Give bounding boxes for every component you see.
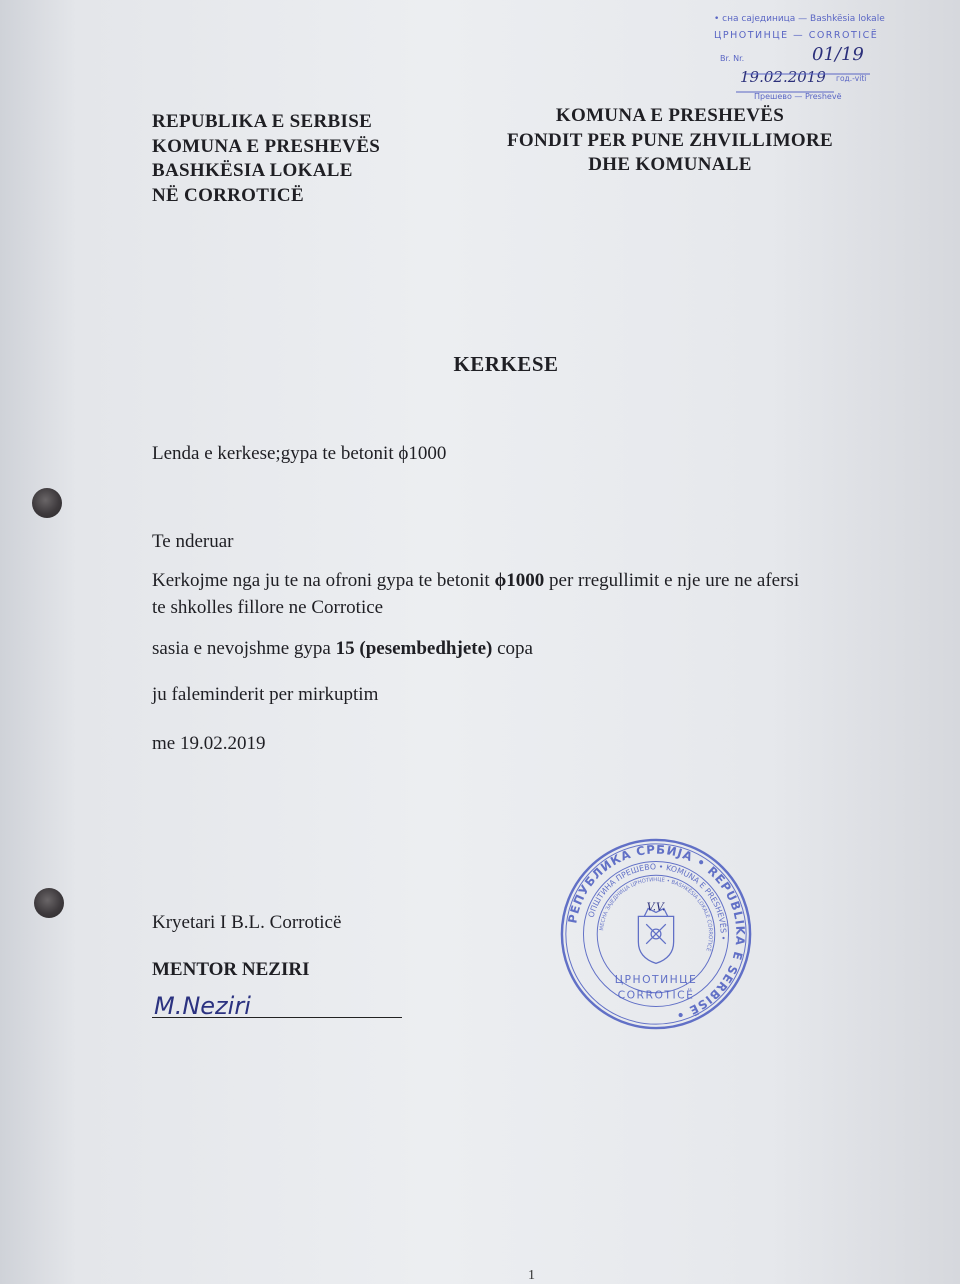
pipe-diameter: ϕ1000	[494, 570, 545, 591]
signature-text: M.Neziri	[154, 992, 251, 1020]
date-line: me 19.02.2019	[152, 733, 266, 754]
header-left-line-3: BASHKËSIA LOKALE	[152, 160, 353, 181]
registry-stamp-line-1: • сна сајединица — Bashkësia lokale	[714, 14, 885, 24]
punch-hole-bottom	[34, 888, 64, 918]
header-left-line-2: KOMUNA E PRESHEVËS	[152, 135, 381, 157]
signature-line	[152, 1017, 402, 1018]
registry-stamp-lines	[700, 12, 900, 108]
signer-role: Kryetari I B.L. Corroticë	[152, 912, 342, 933]
official-round-stamp	[558, 836, 754, 1032]
page-number: 1	[528, 1268, 535, 1283]
body-line-1-start: Kerkojme nga ju te na ofroni gypa te betonit	[152, 570, 495, 591]
header-left	[152, 110, 380, 208]
subject-line: Lenda e kerkese;gypa te betonit ϕ1000	[152, 443, 447, 464]
stamp-bottom-cyrillic: ЦРНОТИНЦЕ	[614, 973, 698, 986]
body-line-1	[152, 570, 799, 592]
greeting: Te nderuar	[152, 531, 234, 552]
quantity-line	[152, 638, 533, 660]
document-title: KERKESE	[453, 352, 559, 376]
stamp-initials: V.V.	[646, 900, 666, 914]
stamp-inner-text: МЕСНА ЗАЈЕДНИЦА ЦРНОТИНЦЕ • BASHKËSIA LOKALE CORROTICË	[599, 877, 713, 952]
quantity-count: 15 (pesembedhjete)	[335, 638, 493, 659]
quantity-end: copa	[492, 638, 533, 659]
punch-hole-top	[32, 488, 62, 518]
signer-name: MENTOR NEZIRI	[152, 959, 310, 980]
header-left-line-1: REPUBLIKA E SERBISE	[152, 111, 373, 132]
registry-stamp-place: Прешево — Preshevë	[754, 92, 842, 101]
header-right-line-3: DHE KOMUNALE	[588, 154, 752, 175]
registry-stamp-line-2: ЦРНОТИНЦЕ — CORROTICË	[714, 30, 879, 41]
registry-stamp-year: год.-viti	[836, 74, 867, 83]
stamp-outer-text: РЕПУБЛИКА СРБИЈА • REPUBLIKA E SERBISË •	[565, 842, 748, 1023]
header-right-line-1: KOMUNA E PRESHEVËS	[555, 105, 785, 126]
registry-stamp-number: 01/19	[812, 44, 864, 65]
registry-stamp	[700, 12, 900, 108]
body-line-1-end: per rregullimit e nje ure ne afersi	[544, 570, 800, 591]
stamp-middle-text: ОПШТИНА ПРЕШЕВО • KOMUNA E PRESHEVËS •	[586, 862, 728, 941]
header-right-line-2: FONDIT PER PUNE ZHVILLIMORE	[506, 129, 834, 151]
registry-stamp-date: 19.02.2019	[740, 68, 826, 86]
quantity-start: sasia e nevojshme gypa	[152, 638, 336, 659]
handwritten-signature	[150, 984, 290, 1024]
body-line-2: te shkolles fillore ne Corrotice	[152, 597, 384, 618]
registry-stamp-number-label: Br. Nr.	[720, 54, 745, 63]
header-right	[490, 104, 850, 178]
header-left-line-4: NË CORROTICË	[152, 184, 304, 206]
coat-of-arms-icon	[638, 909, 673, 964]
stamp-bottom-latin: CORROTICË	[617, 988, 695, 1002]
thanks-line: ju faleminderit per mirkuptim	[152, 684, 379, 705]
